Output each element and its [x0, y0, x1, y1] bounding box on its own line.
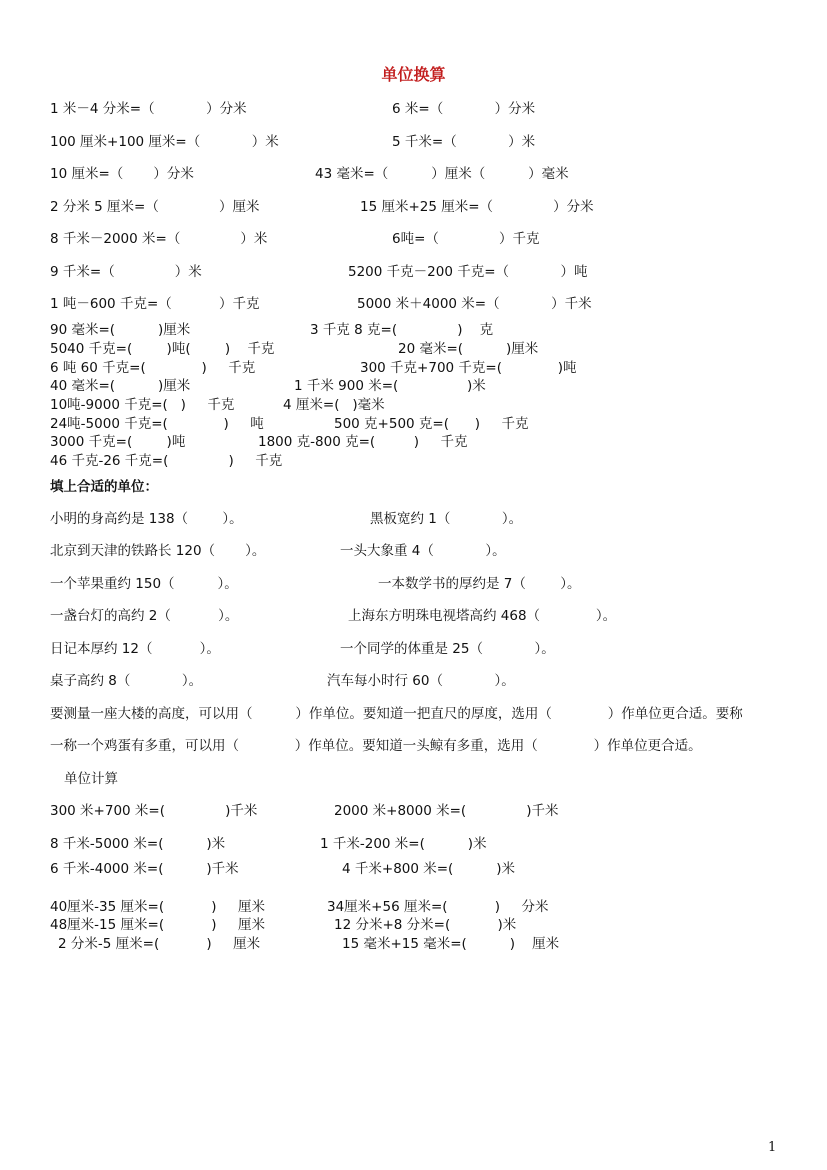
- question: 1 千米 900 米=( )米: [294, 378, 486, 394]
- question: 6 千米-4000 米=( )千米: [50, 861, 239, 877]
- section-heading: 单位计算: [64, 771, 118, 787]
- question: 300 千克+700 千克=( )吨: [360, 360, 577, 376]
- question: 15 厘米+25 厘米=（ ）分米: [360, 199, 594, 215]
- question: 20 毫米=( )厘米: [398, 341, 539, 357]
- question: 40 毫米=( )厘米: [50, 378, 191, 394]
- question: 90 毫米=( )厘米: [50, 322, 191, 338]
- question: 一个同学的体重是 25（ ）。: [340, 641, 555, 657]
- question: 6 吨 60 千克=( ) 千克: [50, 360, 256, 376]
- question: 8 千米-5000 米=( )米: [50, 836, 226, 852]
- page-title: 单位换算: [381, 65, 446, 84]
- question: 上海东方明珠电视塔高约 468（ ）。: [348, 608, 617, 624]
- question: 1 米－4 分米=（ ）分米: [50, 101, 247, 117]
- question: 9 千米=（ ）米: [50, 264, 202, 280]
- question: 24吨-5000 千克=( ) 吨: [50, 416, 264, 432]
- question: 46 千克-26 千克=( ) 千克: [50, 453, 283, 469]
- question: 一头大象重 4（ ）。: [340, 543, 506, 559]
- question: 要测量一座大楼的高度，可以用（ ）作单位。要知道一把直尺的厚度，选用（ ）作单位更合适。要称: [50, 706, 743, 722]
- question: 10吨-9000 千克=( ) 千克: [50, 397, 235, 413]
- question: 4 千米+800 米=( )米: [342, 861, 516, 877]
- question: 12 分米+8 分米=( )米: [334, 917, 517, 933]
- question: 一本数学书的厚约是 7（ ）。: [378, 576, 581, 592]
- question: 日记本厚约 12（ ）。: [50, 641, 220, 657]
- question: 2000 米+8000 米=( )千米: [334, 803, 559, 819]
- question: 6 米=（ ）分米: [392, 101, 536, 117]
- question: 3 千克 8 克=( ) 克: [310, 322, 494, 338]
- question: 48厘米-15 厘米=( ) 厘米: [50, 917, 266, 933]
- question: 5200 千克－200 千克=（ ）吨: [348, 264, 588, 280]
- question: 1 吨－600 千克=（ ）千克: [50, 296, 260, 312]
- question: 6吨=（ ）千克: [392, 231, 540, 247]
- question: 小明的身高约是 138（ ）。: [50, 511, 243, 527]
- section-heading: 填上合适的单位：: [50, 479, 158, 495]
- question: 汽车每小时行 60（ ）。: [327, 673, 515, 689]
- page-number: 1: [768, 1140, 777, 1155]
- question: 100 厘米+100 厘米=（ ）米: [50, 134, 279, 150]
- question: 2 分米 5 厘米=（ ）厘米: [50, 199, 260, 215]
- question: 40厘米-35 厘米=( ) 厘米: [50, 899, 266, 915]
- question: 一称一个鸡蛋有多重，可以用（ ）作单位。要知道一头鲸有多重，选用（ ）作单位更合适。: [50, 738, 702, 754]
- question: 5 千米=（ ）米: [392, 134, 536, 150]
- question: 2 分米-5 厘米=( ) 厘米: [58, 936, 261, 952]
- question: 43 毫米=（ ）厘米（ ）毫米: [315, 166, 569, 182]
- question: 黑板宽约 1（ ）。: [370, 511, 523, 527]
- question: 1 千米-200 米=( )米: [320, 836, 487, 852]
- question: 34厘米+56 厘米=( ) 分米: [327, 899, 549, 915]
- question: 8 千米－2000 米=（ ）米: [50, 231, 268, 247]
- question: 一个苹果重约 150（ ）。: [50, 576, 238, 592]
- question: 5000 米＋4000 米=（ ）千米: [357, 296, 592, 312]
- question: 桌子高约 8（ ）。: [50, 673, 203, 689]
- question: 15 毫米+15 毫米=( ) 厘米: [342, 936, 560, 952]
- question: 3000 千克=( )吨: [50, 434, 186, 450]
- question: 1800 克-800 克=( ) 千克: [258, 434, 468, 450]
- question: 一盏台灯的高约 2（ ）。: [50, 608, 239, 624]
- question: 300 米+700 米=( )千米: [50, 803, 258, 819]
- question: 500 克+500 克=( ) 千克: [334, 416, 529, 432]
- question: 5040 千克=( )吨( ) 千克: [50, 341, 275, 357]
- question: 4 厘米=( )毫米: [283, 397, 385, 413]
- question: 北京到天津的铁路长 120（ ）。: [50, 543, 266, 559]
- question: 10 厘米=（ ）分米: [50, 166, 194, 182]
